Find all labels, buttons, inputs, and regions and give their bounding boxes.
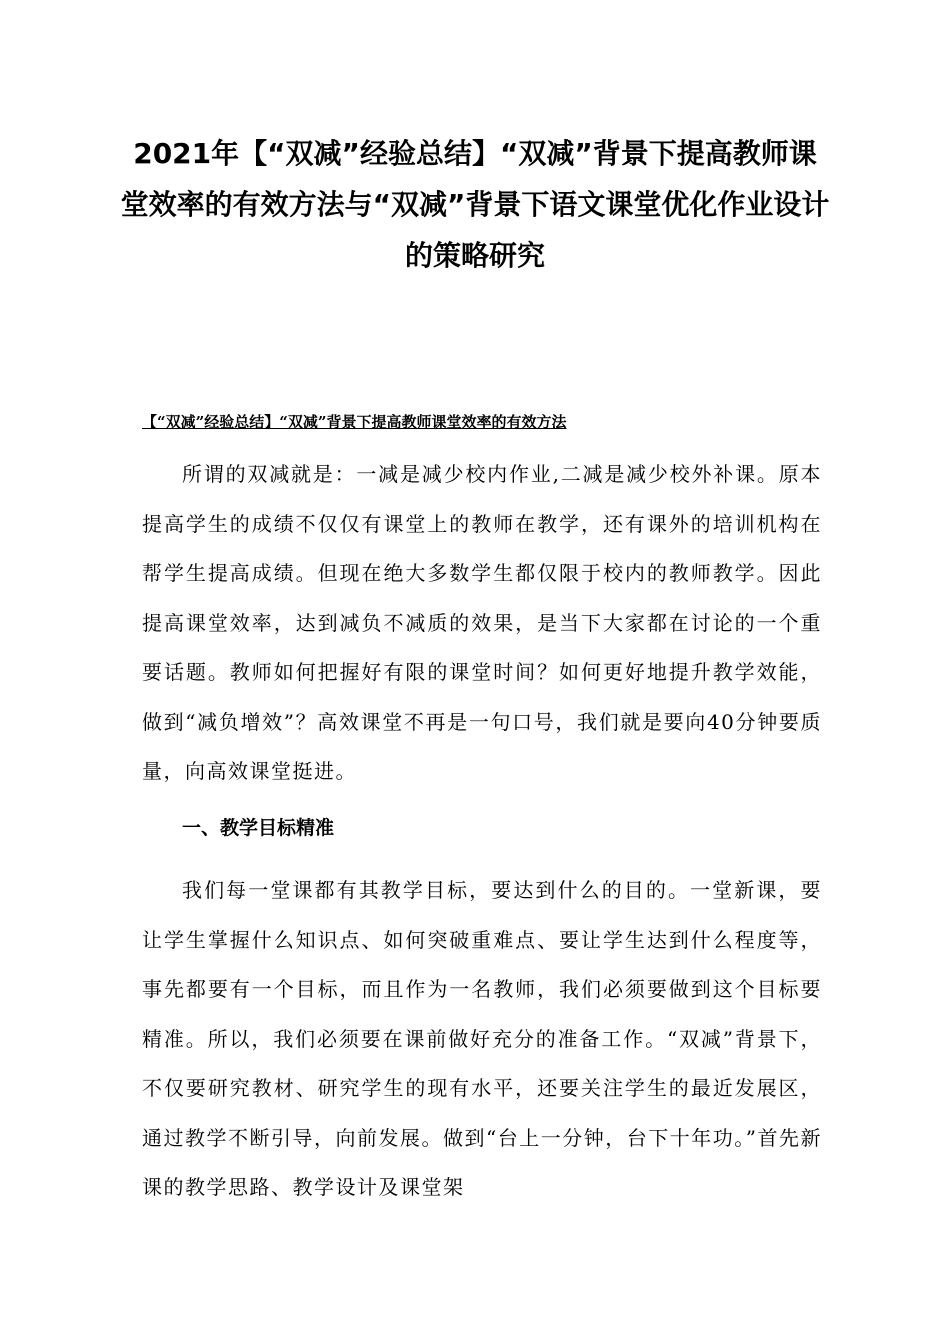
paragraph-teaching-goals: 我们每一堂课都有其教学目标，要达到什么的目的。一堂新课，要让学生掌握什么知识点、如何突破重难点、要让学生达到什么程度等，事先都要有一个目标，而且作为一名教师，我们必须要做到这个目标要精准。所以，我们必须要在课前做好充分的准备工作。“双减”背景下，不仅要研究教材、研究学生的现有水平，还要关注学生的最近发展区，通过教学不断引导，向前发展。做到“台上一分钟，台下十年功。”首先新课的教学思路、教学设计及课堂架	[142, 878, 822, 1199]
subheading-teaching-goals: 一、教学目标精准	[182, 817, 335, 839]
document-title: 2021年【“双减”经验总结】“双减”背景下提高教师课堂效率的有效方法与“双减”背景下语文课堂优化作业设计的策略研究	[120, 137, 830, 272]
paragraph-intro: 所谓的双减就是：一减是减少校内作业,二减是减少校外补课。原本提高学生的成绩不仅仅有课堂上的教师在教学，还有课外的培训机构在帮学生提高成绩。但现在绝大多数学生都仅限于校内的教师教学。因此提高课堂效率，达到减负不减质的效果，是当下大家都在讨论的一个重要话题。教师如何把握好有限的课堂时间？如何更好地提升教学效能，做到“减负增效”？高效课堂不再是一句口号，我们就是要向40分钟要质量，向高效课堂挺进。	[142, 462, 822, 783]
section-heading: 【“双减”经验总结】“双减”背景下提高教师课堂效率的有效方法	[142, 413, 567, 431]
